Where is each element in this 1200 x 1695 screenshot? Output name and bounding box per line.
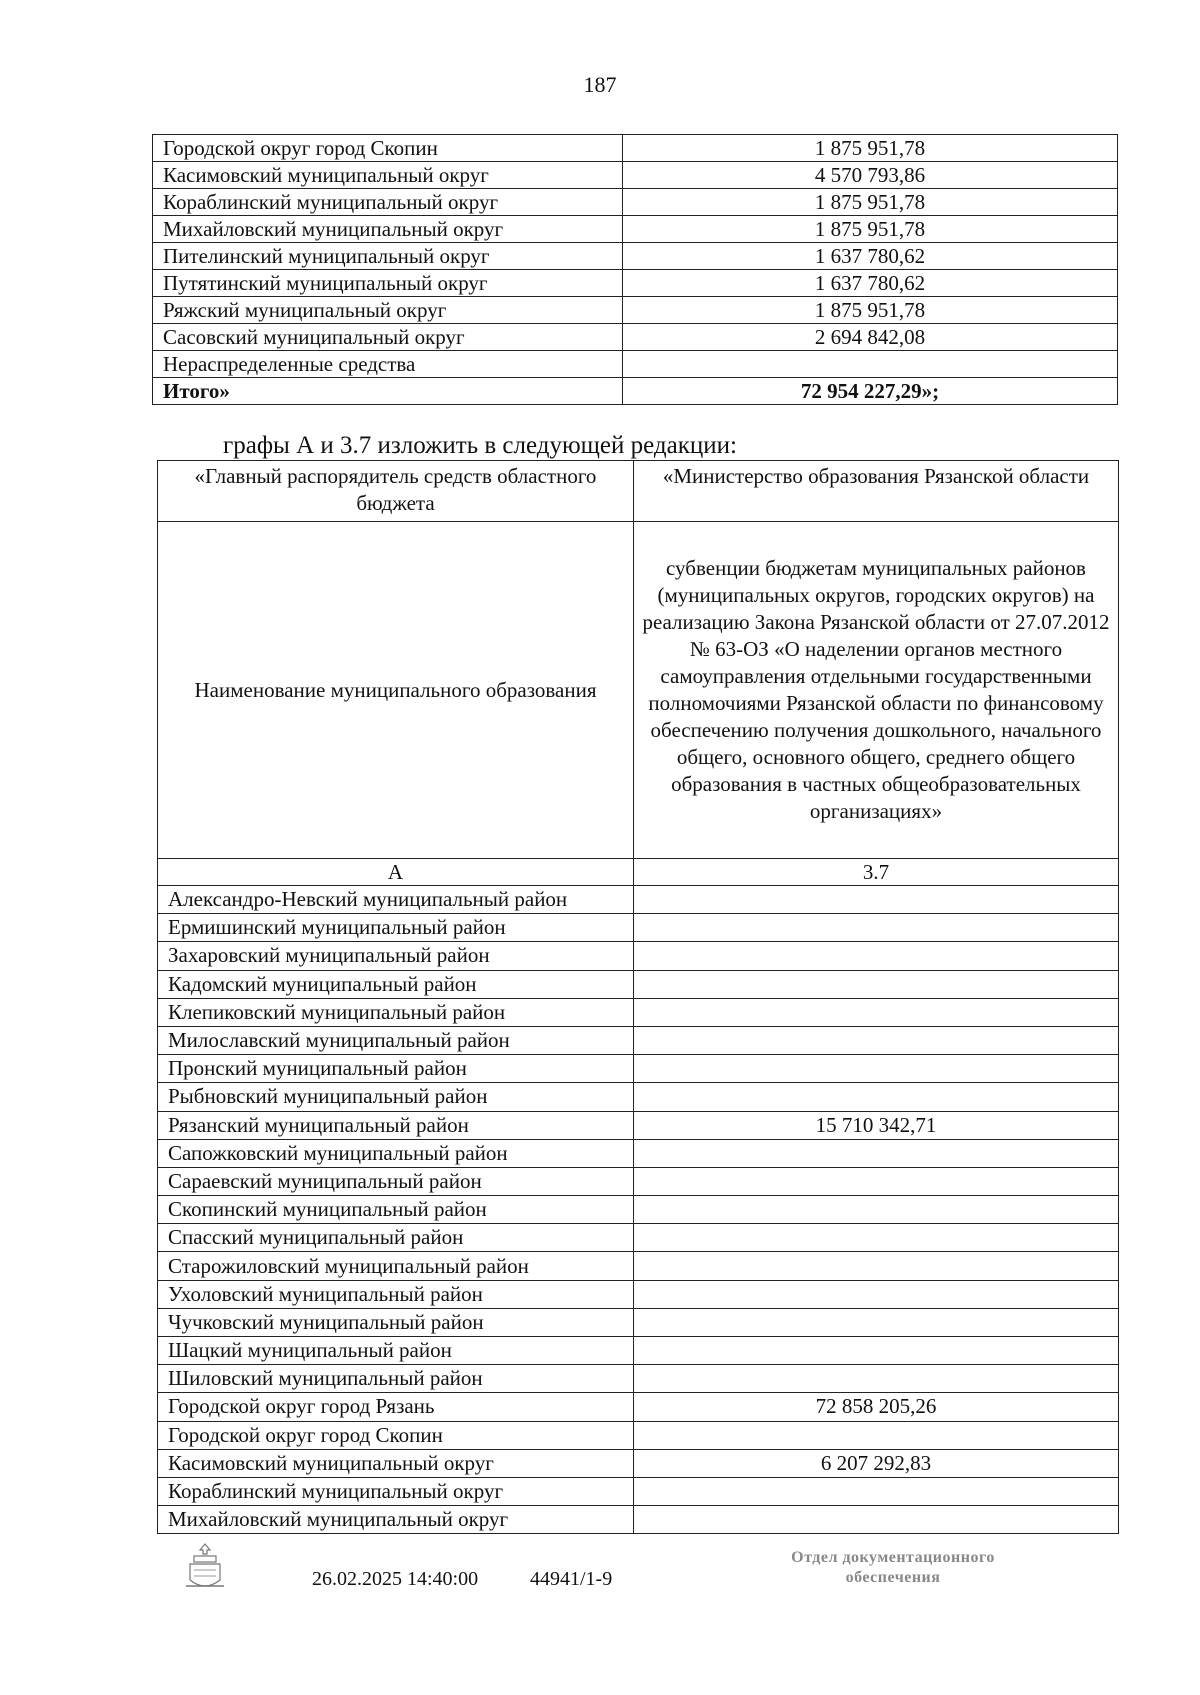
table-row: [158, 1280, 1119, 1308]
municipality-name: Спасский муниципальный район: [158, 1224, 634, 1252]
table-row: [153, 216, 1118, 243]
table-row: [158, 942, 1119, 970]
municipality-name: Захаровский муниципальный район: [158, 942, 634, 970]
table-row: [158, 1167, 1119, 1195]
table-row: [158, 1477, 1119, 1505]
amount-value: 1 637 780,62: [623, 243, 1118, 270]
municipality-name: Нераспределенные средства: [153, 351, 623, 378]
table-row: [158, 1365, 1119, 1393]
municipality-name: Скопинский муниципальный район: [158, 1196, 634, 1224]
municipality-name: Пителинский муниципальный округ: [153, 243, 623, 270]
municipality-name: Пронский муниципальный район: [158, 1055, 634, 1083]
municipality-name: Клепиковский муниципальный район: [158, 998, 634, 1026]
department-stamp: Отдел документационного обеспечения: [791, 1549, 995, 1586]
amount-value: [634, 1506, 1119, 1534]
municipality-name: Сапожковский муниципальный район: [158, 1139, 634, 1167]
amount-value: [634, 998, 1119, 1026]
municipality-name: Путятинский муниципальный округ: [153, 270, 623, 297]
municipality-name-header: Наименование муниципального образования: [158, 522, 634, 859]
amount-value: [634, 886, 1119, 914]
municipality-name: Шацкий муниципальный район: [158, 1337, 634, 1365]
footer-datetime: 26.02.2025 14:40:00: [312, 1568, 479, 1590]
amount-value: 4 570 793,86: [623, 162, 1118, 189]
municipality-name: Городской округ город Рязань: [158, 1393, 634, 1421]
municipality-name: Городской округ город Скопин: [158, 1421, 634, 1449]
total-value: 72 954 227,29»;: [623, 378, 1118, 405]
amount-value: [634, 1139, 1119, 1167]
municipality-name: Сасовский муниципальный округ: [153, 324, 623, 351]
table-row: [158, 1224, 1119, 1252]
municipality-name: Шиловский муниципальный район: [158, 1365, 634, 1393]
municipality-name: Касимовский муниципальный округ: [153, 162, 623, 189]
header-ministry: «Министерство образования Рязанской области: [634, 461, 1119, 522]
municipality-name: Сараевский муниципальный район: [158, 1167, 634, 1195]
municipality-name: Ухоловский муниципальный район: [158, 1280, 634, 1308]
amount-value: [634, 942, 1119, 970]
amount-value: 15 710 342,71: [634, 1111, 1119, 1139]
table-row: [158, 1308, 1119, 1336]
municipality-name: Городской округ город Скопин: [153, 135, 623, 162]
municipality-name: Касимовский муниципальный округ: [158, 1449, 634, 1477]
amount-value: [634, 1083, 1119, 1111]
footer-doc-number: 44941/1-9: [530, 1568, 613, 1590]
table-row: [158, 1506, 1119, 1534]
coat-of-arms-icon: [180, 1540, 230, 1596]
municipality-name: Ермишинский муниципальный район: [158, 914, 634, 942]
allocation-table-continued: [152, 134, 1118, 405]
amount-value: [634, 1477, 1119, 1505]
table-row: [158, 914, 1119, 942]
amount-value: [623, 351, 1118, 378]
column-3-7-label: 3.7: [634, 859, 1119, 886]
table-row: [153, 297, 1118, 324]
table-row: [153, 135, 1118, 162]
amount-value: [634, 1365, 1119, 1393]
amount-value: [634, 970, 1119, 998]
amount-value: 1 875 951,78: [623, 189, 1118, 216]
header-chief-administrator: «Главный распорядитель средств областного бюджета: [158, 461, 634, 522]
municipality-name: Михайловский муниципальный округ: [158, 1506, 634, 1534]
table-row: [158, 998, 1119, 1026]
amount-value: [634, 1308, 1119, 1336]
table-row: [158, 1196, 1119, 1224]
amount-value: [634, 1421, 1119, 1449]
instruction-text: графы А и 3.7 изложить в следующей редакции:: [223, 432, 737, 459]
municipality-name: Михайловский муниципальный округ: [153, 216, 623, 243]
amount-value: 6 207 292,83: [634, 1449, 1119, 1477]
table-row: [153, 162, 1118, 189]
amount-value: [634, 1337, 1119, 1365]
amount-value: 1 637 780,62: [623, 270, 1118, 297]
table-row: [158, 1083, 1119, 1111]
amount-value: [634, 914, 1119, 942]
amount-value: [634, 1026, 1119, 1054]
table-row: [153, 270, 1118, 297]
municipality-name: Ряжский муниципальный округ: [153, 297, 623, 324]
municipality-name: Рязанский муниципальный район: [158, 1111, 634, 1139]
amount-value: [634, 1196, 1119, 1224]
amount-value: 72 858 205,26: [634, 1393, 1119, 1421]
table-row: [153, 324, 1118, 351]
amount-value: 1 875 951,78: [623, 135, 1118, 162]
amount-value: 2 694 842,08: [623, 324, 1118, 351]
table-row: [158, 1252, 1119, 1280]
table-row: [158, 1337, 1119, 1365]
amount-value: [634, 1055, 1119, 1083]
amount-value: [634, 1252, 1119, 1280]
table-row: [153, 243, 1118, 270]
table-row: [158, 1393, 1119, 1421]
table-row: [153, 351, 1118, 378]
table-row: [158, 1111, 1119, 1139]
municipality-name: Александро-Невский муниципальный район: [158, 886, 634, 914]
municipality-name: Старожиловский муниципальный район: [158, 1252, 634, 1280]
municipality-name: Милославский муниципальный район: [158, 1026, 634, 1054]
amount-value: [634, 1167, 1119, 1195]
table-row: [158, 1055, 1119, 1083]
table-row: [158, 1139, 1119, 1167]
amount-value: 1 875 951,78: [623, 216, 1118, 243]
table-row: [158, 1421, 1119, 1449]
amount-value: [634, 1280, 1119, 1308]
total-row: [153, 378, 1118, 405]
subvention-table: [157, 460, 1119, 1534]
table-row: [158, 1026, 1119, 1054]
subvention-description: субвенции бюджетам муниципальных районов (муниципальных округов, городских округов) на реализацию Закона Рязанской области от 27.07.2012 № 63-ОЗ «О наделении органов местного самоуправления отдельными государственными полномочиями Рязанской области по финансовому обеспечению получения дошкольного, начального общего, основного общего, среднего общего образования в частных общеобразовательных организациях»: [634, 522, 1119, 859]
municipality-name: Чучковский муниципальный район: [158, 1308, 634, 1336]
amount-value: [634, 1224, 1119, 1252]
municipality-name: Кадомский муниципальный район: [158, 970, 634, 998]
municipality-name: Кораблинский муниципальный округ: [153, 189, 623, 216]
municipality-name: Рыбновский муниципальный район: [158, 1083, 634, 1111]
total-label: Итого»: [153, 378, 623, 405]
municipality-name: Кораблинский муниципальный округ: [158, 1477, 634, 1505]
table-row: [158, 886, 1119, 914]
table-row: [153, 189, 1118, 216]
amount-value: 1 875 951,78: [623, 297, 1118, 324]
table-row: [158, 970, 1119, 998]
table-row: [158, 1449, 1119, 1477]
column-a-label: А: [158, 859, 634, 886]
page-number: 187: [583, 72, 617, 97]
